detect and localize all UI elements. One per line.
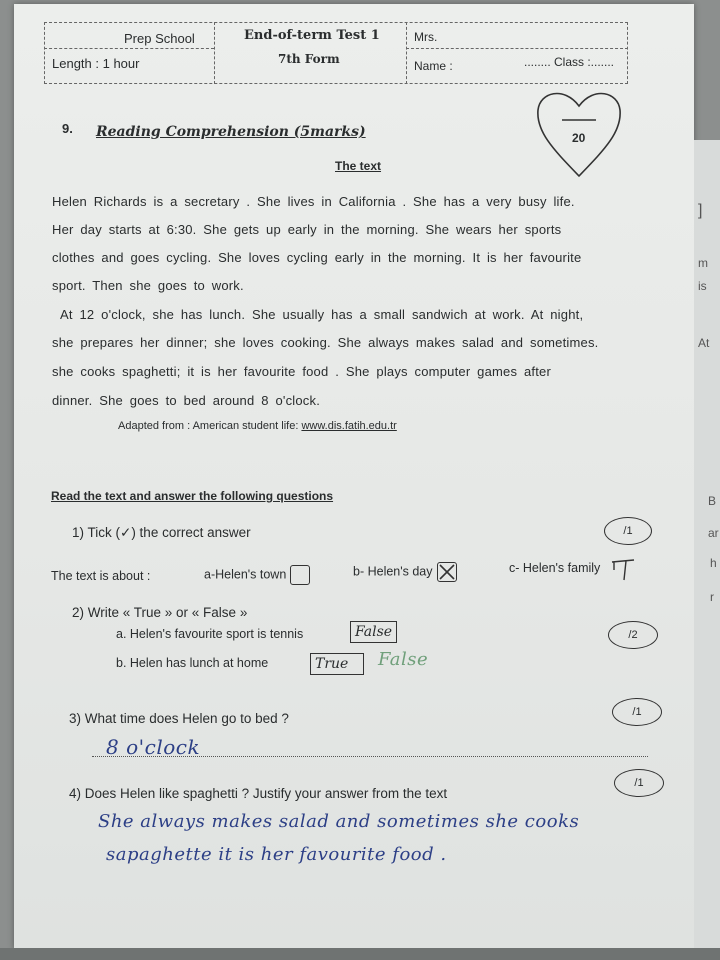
margin-letter: At — [698, 336, 710, 350]
margin-letter: ar — [708, 526, 719, 540]
school-name: Prep School — [124, 31, 195, 46]
margin-letter: ] — [698, 202, 703, 219]
q3-answer-line — [92, 756, 648, 757]
option-b-label: b- Helen's day — [353, 564, 433, 579]
q2-correction: False — [378, 649, 429, 670]
text-line: clothes and goes cycling. She loves cycling early in the morning. It is her favourite — [52, 250, 582, 265]
class-label: ........ Class :....... — [524, 55, 615, 69]
question-2: 2) Write « True » or « False » — [72, 605, 248, 620]
text-line: dinner. She goes to bed around 8 o'clock. — [52, 393, 321, 408]
length-label: Length : 1 hour — [52, 56, 140, 71]
page-bottom-shadow — [0, 948, 720, 960]
q1-score: /1 — [604, 517, 652, 545]
q1-stem: The text is about : — [51, 569, 151, 583]
text-line: she cooks spaghetti; it is her favourite food . She plays computer games after — [52, 364, 551, 379]
question-1: 1) Tick (✓) the correct answer — [72, 525, 251, 540]
q4-answer-line-1[interactable]: She always makes salad and sometimes she cooks — [98, 811, 580, 832]
option-c-label: c- Helen's family — [509, 561, 601, 575]
margin-letter: h — [710, 556, 717, 570]
option-b-checkbox-ticked[interactable] — [437, 562, 457, 582]
cross-mark-icon — [438, 563, 456, 581]
text-line: Helen Richards is a secretary . She lives in California . She has a very busy life. — [52, 194, 575, 209]
q2-answer-a[interactable]: False — [350, 621, 397, 643]
margin-letter: r — [710, 590, 714, 604]
source-prefix: Adapted from : American student life: — [118, 420, 302, 432]
q1-option-a[interactable] — [204, 565, 310, 585]
source-note — [118, 420, 397, 432]
text-line: At 12 o'clock, she has lunch. She usually has a small sandwich at work. At night, — [60, 307, 584, 322]
question-4: 4) Does Helen like spaghetti ? Justify your answer from the text — [69, 786, 448, 801]
teacher-label: Mrs. — [414, 30, 438, 44]
name-label: Name : — [414, 59, 453, 73]
adjacent-page-edge — [694, 140, 720, 960]
exam-sheet — [14, 4, 694, 949]
text-label: The text — [335, 159, 382, 173]
header-divider-right — [406, 48, 628, 49]
header-col-divider — [406, 22, 407, 84]
header-divider — [44, 48, 214, 49]
option-a-checkbox[interactable] — [290, 565, 310, 585]
q1-option-c[interactable] — [509, 561, 600, 575]
total-score: 20 — [572, 131, 586, 145]
margin-letter: m — [698, 256, 708, 270]
margin-letter: is — [698, 279, 707, 293]
q4-score: /1 — [614, 769, 664, 797]
margin-letter: B — [708, 494, 717, 508]
option-a-label: a-Helen's town — [204, 567, 287, 582]
q2-statement-a: a. Helen's favourite sport is tennis — [116, 627, 304, 641]
section-title: Reading Comprehension (5marks) — [96, 124, 366, 140]
text-line: Her day starts at 6:30. She gets up early in the morning. She wears her sports — [52, 222, 562, 237]
bracket-box-icon — [610, 558, 636, 582]
question-3: 3) What time does Helen go to bed ? — [69, 711, 289, 726]
instructions: Read the text and answer the following questions — [51, 489, 334, 503]
q2-statement-b: b. Helen has lunch at home — [116, 656, 269, 670]
q3-answer[interactable]: 8 o'clock — [106, 735, 201, 759]
q3-score: /1 — [612, 698, 662, 726]
q2-answer-b[interactable]: True — [310, 653, 364, 675]
text-line: she prepares her dinner; she loves cooking. She always makes salad and sometimes. — [52, 335, 599, 350]
q2-score: /2 — [608, 621, 658, 649]
form-label: 7th Form — [278, 52, 340, 66]
q4-answer-line-2[interactable]: sapaghette it is her favourite food . — [106, 844, 447, 865]
section-number: 9. — [62, 121, 73, 136]
q1-option-b[interactable] — [353, 562, 457, 582]
text-line: sport. Then she goes to work. — [52, 278, 244, 293]
test-title: End-of-term Test 1 — [244, 28, 380, 43]
source-link[interactable]: www.dis.fatih.edu.tr — [301, 420, 397, 432]
header-col-divider — [214, 22, 215, 84]
